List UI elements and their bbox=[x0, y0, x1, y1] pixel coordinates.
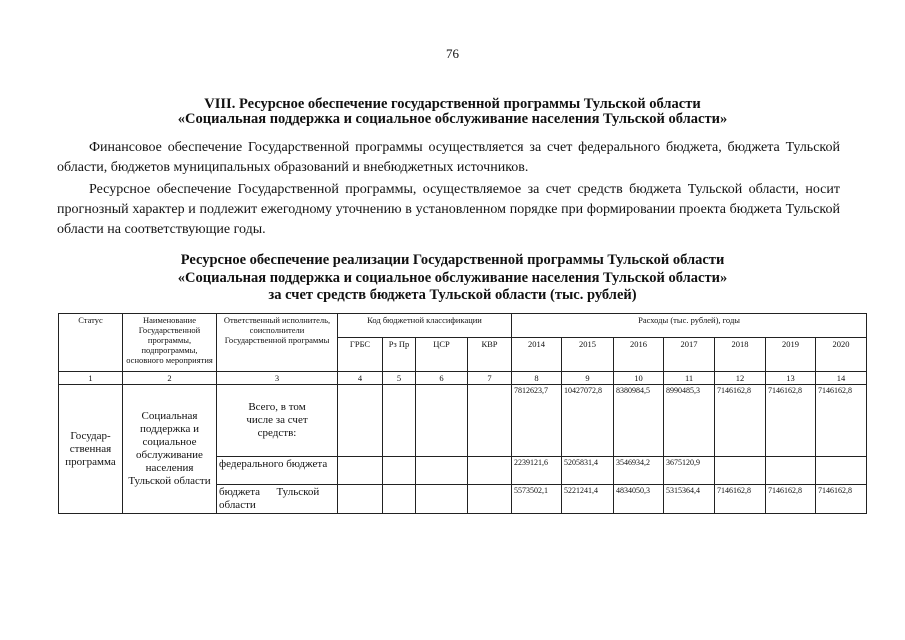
code-cell bbox=[468, 485, 512, 514]
code-cell bbox=[468, 457, 512, 485]
table-title bbox=[0, 252, 905, 305]
column-number: 4 bbox=[338, 372, 383, 385]
column-number: 14 bbox=[816, 372, 867, 385]
column-number: 11 bbox=[664, 372, 715, 385]
header-expenses: Расходы (тыс. рублей), годы bbox=[512, 314, 867, 338]
value-cell: 5205831,4 bbox=[562, 457, 614, 485]
row-label: бюджета Тульской области bbox=[217, 485, 338, 514]
code-cell bbox=[416, 485, 468, 514]
header-code: Рз Пр bbox=[383, 338, 416, 372]
column-number: 13 bbox=[766, 372, 816, 385]
value-cell: 8990485,3 bbox=[664, 385, 715, 457]
code-cell bbox=[338, 385, 383, 457]
paragraph-1 bbox=[57, 138, 840, 178]
code-cell bbox=[416, 457, 468, 485]
code-cell bbox=[383, 485, 416, 514]
code-cell bbox=[338, 457, 383, 485]
paragraph-2 bbox=[57, 180, 840, 240]
program-name-cell: Социальная поддержка и социальное обслуживание населения Тульской области bbox=[123, 385, 217, 514]
column-number: 2 bbox=[123, 372, 217, 385]
value-cell bbox=[715, 457, 766, 485]
code-cell bbox=[338, 485, 383, 514]
section-title bbox=[0, 97, 905, 127]
column-number: 9 bbox=[562, 372, 614, 385]
table-title-line-3: за счет средств бюджета Тульской области (тыс. рублей) bbox=[268, 287, 637, 303]
column-number: 1 bbox=[59, 372, 123, 385]
header-year: 2017 bbox=[664, 338, 715, 372]
value-cell: 7146162,8 bbox=[766, 485, 816, 514]
resource-table bbox=[58, 313, 867, 514]
row-label: Всего, в том числе за счет средств: bbox=[217, 385, 338, 457]
header-year: 2018 bbox=[715, 338, 766, 372]
value-cell bbox=[766, 457, 816, 485]
column-number: 12 bbox=[715, 372, 766, 385]
section-title-line-1: VIII. Ресурсное обеспечение государственной программы Тульской области bbox=[204, 96, 701, 112]
header-executor: Ответственный исполнитель, соисполнители Государственной программы bbox=[217, 314, 338, 372]
value-cell: 3675120,9 bbox=[664, 457, 715, 485]
header-name: Наименование Государственной программы, подпрограммы, основного мероприятия bbox=[123, 314, 217, 372]
value-cell: 5315364,4 bbox=[664, 485, 715, 514]
column-number: 5 bbox=[383, 372, 416, 385]
section-title-line-2: «Социальная поддержка и социальное обслуживание населения Тульской области» bbox=[177, 111, 728, 127]
header-status: Статус bbox=[59, 314, 123, 372]
value-cell: 7146162,8 bbox=[816, 385, 867, 457]
column-number: 6 bbox=[416, 372, 468, 385]
value-cell: 3546934,2 bbox=[614, 457, 664, 485]
value-cell: 7146162,8 bbox=[816, 485, 867, 514]
table-title-line-2: «Социальная поддержка и социальное обслуживание населения Тульской области» bbox=[177, 269, 728, 286]
value-cell bbox=[816, 457, 867, 485]
value-cell: 7146162,8 bbox=[766, 385, 816, 457]
code-cell bbox=[383, 385, 416, 457]
header-year: 2014 bbox=[512, 338, 562, 372]
value-cell: 4834050,3 bbox=[614, 485, 664, 514]
header-code: КВР bbox=[468, 338, 512, 372]
column-number: 8 bbox=[512, 372, 562, 385]
header-budget-code: Код бюджетной классификации bbox=[338, 314, 512, 338]
value-cell: 8380984,5 bbox=[614, 385, 664, 457]
value-cell: 7146162,8 bbox=[715, 485, 766, 514]
value-cell: 2239121,6 bbox=[512, 457, 562, 485]
value-cell: 7812623,7 bbox=[512, 385, 562, 457]
header-year: 2015 bbox=[562, 338, 614, 372]
header-code: ЦСР bbox=[416, 338, 468, 372]
code-cell bbox=[416, 385, 468, 457]
code-cell bbox=[468, 385, 512, 457]
header-code: ГРБС bbox=[338, 338, 383, 372]
header-year: 2019 bbox=[766, 338, 816, 372]
column-number: 10 bbox=[614, 372, 664, 385]
header-year: 2016 bbox=[614, 338, 664, 372]
column-number: 3 bbox=[217, 372, 338, 385]
value-cell: 5573502,1 bbox=[512, 485, 562, 514]
paragraph-2-text: Ресурсное обеспечение Государственной программы, осуществляемое за счет средств бюджета Тульской области, носит прогнозный характер и подлежит ежегодному уточнению в установленном порядке при формировании проекта бюджета Тульской области на соответствующие годы. bbox=[57, 182, 840, 237]
header-year: 2020 bbox=[816, 338, 867, 372]
value-cell: 5221241,4 bbox=[562, 485, 614, 514]
paragraph-1-text: Финансовое обеспечение Государственной программы осуществляется за счет федерального бюджета, бюджета Тульской области, бюджетов муниципальных образований и внебюджетных источников. bbox=[57, 140, 840, 175]
value-cell: 7146162,8 bbox=[715, 385, 766, 457]
row-label: федерального бюджета bbox=[217, 457, 338, 485]
table-row bbox=[59, 385, 867, 457]
code-cell bbox=[383, 457, 416, 485]
status-cell: Государ-ственная программа bbox=[59, 385, 123, 514]
page-number: 76 bbox=[446, 46, 459, 61]
table-title-line-1: Ресурсное обеспечение реализации Государственной программы Тульской области bbox=[180, 252, 725, 268]
value-cell: 10427072,8 bbox=[562, 385, 614, 457]
column-number: 7 bbox=[468, 372, 512, 385]
